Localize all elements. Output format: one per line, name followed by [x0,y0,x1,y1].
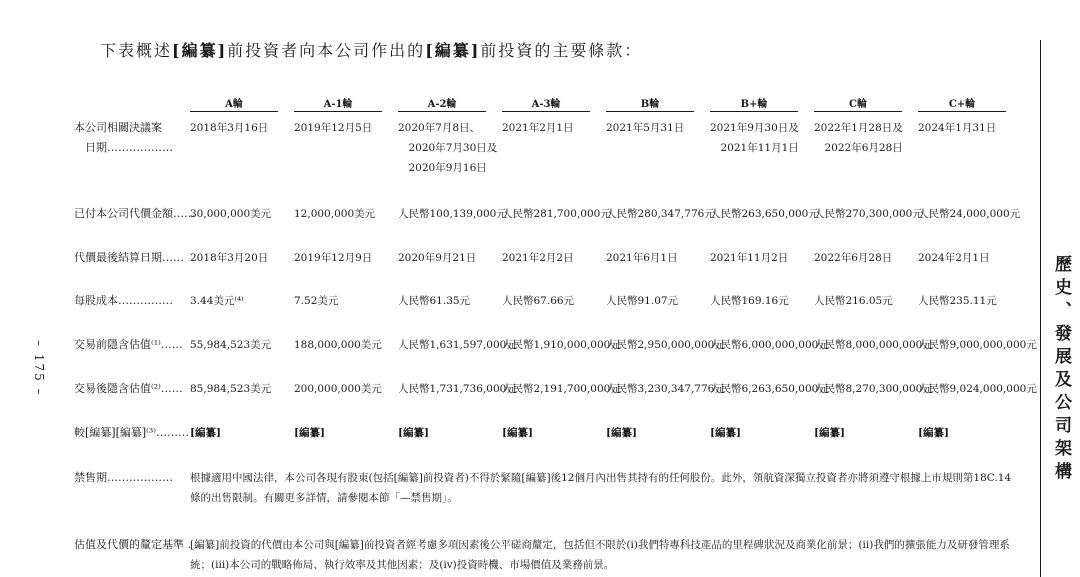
column-header: A輪 [190,95,278,112]
table-cell: 人民幣1,910,000,000元 [502,339,621,351]
table-cell: 人民幣1,631,597,000元 [398,339,517,351]
table-cell: 7.52美元 [294,295,339,307]
table-cell: 2024年1月31日 [918,122,997,134]
table-cell: 人民幣2,950,000,000元 [606,339,725,351]
table-cell: 3.44美元⁽⁴⁾ [190,295,244,307]
table-cell: [編纂] [190,427,221,439]
intro-redacted2: [編纂] [425,41,481,60]
table-cell: 人民幣235.11元 [918,295,997,307]
row-label: 交易前隱含估值⁽¹⁾…… [74,338,183,351]
table-cell: [編纂] [294,427,325,439]
table-cell: 人民幣280,347,776元 [606,208,715,220]
column-header: A-1輪 [294,95,382,112]
table-cell: 人民幣6,000,000,000元 [710,339,829,351]
table-cell: [編纂] [398,427,429,439]
table-cell: 人民幣8,270,300,000元 [814,383,933,395]
table-cell: 人民幣263,650,000元 [710,208,819,220]
column-header: B輪 [606,95,694,112]
table-cell: [編纂] [710,427,741,439]
table-cell: 2021年11月2日 [710,252,789,264]
table-cell: 2019年12月9日 [294,252,373,264]
column-header: A-3輪 [502,95,590,112]
table-cell: [編纂] [814,427,845,439]
table-cell: 人民幣3,230,347,776元 [606,383,725,395]
intro-part1: 下表概述 [100,41,173,60]
column-header: C輪 [814,95,902,112]
table-cell: 2021年6月1日 [606,252,678,264]
table-cell: 人民幣91.07元 [606,295,679,307]
column-header: C+輪 [918,95,1006,112]
table-cell: 2022年1月28日及 2022年6月28日 [814,122,903,154]
table-cell: 2022年6月28日 [814,252,893,264]
table-cell: 2021年9月30日及 2021年11月1日 [710,122,799,154]
intro-sentence [100,38,642,61]
row-label: 代價最後結算日期…… [74,251,184,264]
table-cell: [編纂] [918,427,949,439]
lockup-text: 根據適用中國法律，本公司各現有股東(包括[編纂]前投資者)不得於緊隨[編纂]後12個月內出售其持有的任何股份。此外，領航資深獨立投資者亦將須遵守根據上市規則第18C.14條的出售限制。有關更多詳情，請參閱本節「—禁售期」。 [190,472,1012,504]
table-cell: 人民幣2,191,700,000元 [502,383,621,395]
table-cell: 30,000,000美元 [190,208,272,220]
table-cell: 85,984,523美元 [190,383,272,395]
table-cell: 人民幣9,024,000,000元 [918,383,1037,395]
table-cell: 人民幣6,263,650,000元 [710,383,829,395]
table-cell: 2020年9月21日 [398,252,477,264]
table-cell: 人民幣9,000,000,000元 [918,339,1037,351]
column-header: A-2輪 [398,95,486,112]
page-number: – 175 – [32,340,46,397]
table-cell: 55,984,523美元 [190,339,272,351]
table-cell: 2024年2月1日 [918,252,990,264]
table-cell: 2021年2月2日 [502,252,574,264]
table-cell: 人民幣169.16元 [710,295,789,307]
table-cell: 人民幣67.66元 [502,295,575,307]
table-cell: 2021年2月1日 [502,122,574,134]
table-cell: 2021年5月31日 [606,122,685,134]
table-cell: 人民幣61.35元 [398,295,471,307]
row-label: 較[編纂][編纂]⁽³⁾……… [74,426,189,439]
intro-part2: 前投資者向本公司作出的 [227,41,426,60]
valuation-text: [編纂]前投資的代價由本公司與[編纂]前投資者經考慮多項因素後公平磋商釐定，包括但不限於(i)我們特專科技產品的里程碑狀況及商業化前景；(ii)我們的擴張能力及研發管理系統；(iii)本公司的戰略佈局、執行效率及其他因素；及(iv)投資時機、市場價值及業務前景。 [190,539,1010,571]
table-cell: 人民幣1,731,736,000元 [398,383,517,395]
column-header: B+輪 [710,95,798,112]
table-cell: 200,000,000美元 [294,383,382,395]
row-label: 已付本公司代價金額…… [74,207,195,220]
table-cell: 2018年3月16日 [190,122,269,134]
intro-part3: 前投資的主要條款： [480,41,643,60]
row-label: 本公司相關決議案 日期……………… [74,121,173,154]
intro-redacted1: [編纂] [172,41,228,60]
table-cell: 2018年3月20日 [190,252,269,264]
table-cell: 2020年7月8日、 2020年7月30日及 2020年9月16日 [398,122,498,174]
lockup-label: 禁售期……………… [74,471,173,484]
table-cell: [編纂] [606,427,637,439]
table-cell: 人民幣281,700,000元 [502,208,611,220]
table-cell: 人民幣270,300,000元 [814,208,923,220]
table-cell: 2019年12月5日 [294,122,373,134]
table-cell: 人民幣216.05元 [814,295,893,307]
table-cell: 188,000,000美元 [294,339,382,351]
table-cell: 人民幣24,000,000元 [918,208,1021,220]
side-section-title: 歷史、發展及公司架構 [1051,255,1071,485]
table-cell: 人民幣8,000,000,000元 [814,339,933,351]
valuation-label: 估值及代價的釐定基準 . . [74,538,198,551]
table-cell: 人民幣100,139,000元 [398,208,507,220]
row-label: 每股成本…………… [74,294,173,307]
side-rule [1040,40,1041,577]
table-cell: 12,000,000美元 [294,208,376,220]
row-label: 交易後隱含估值⁽²⁾…… [74,382,183,395]
table-cell: [編纂] [502,427,533,439]
